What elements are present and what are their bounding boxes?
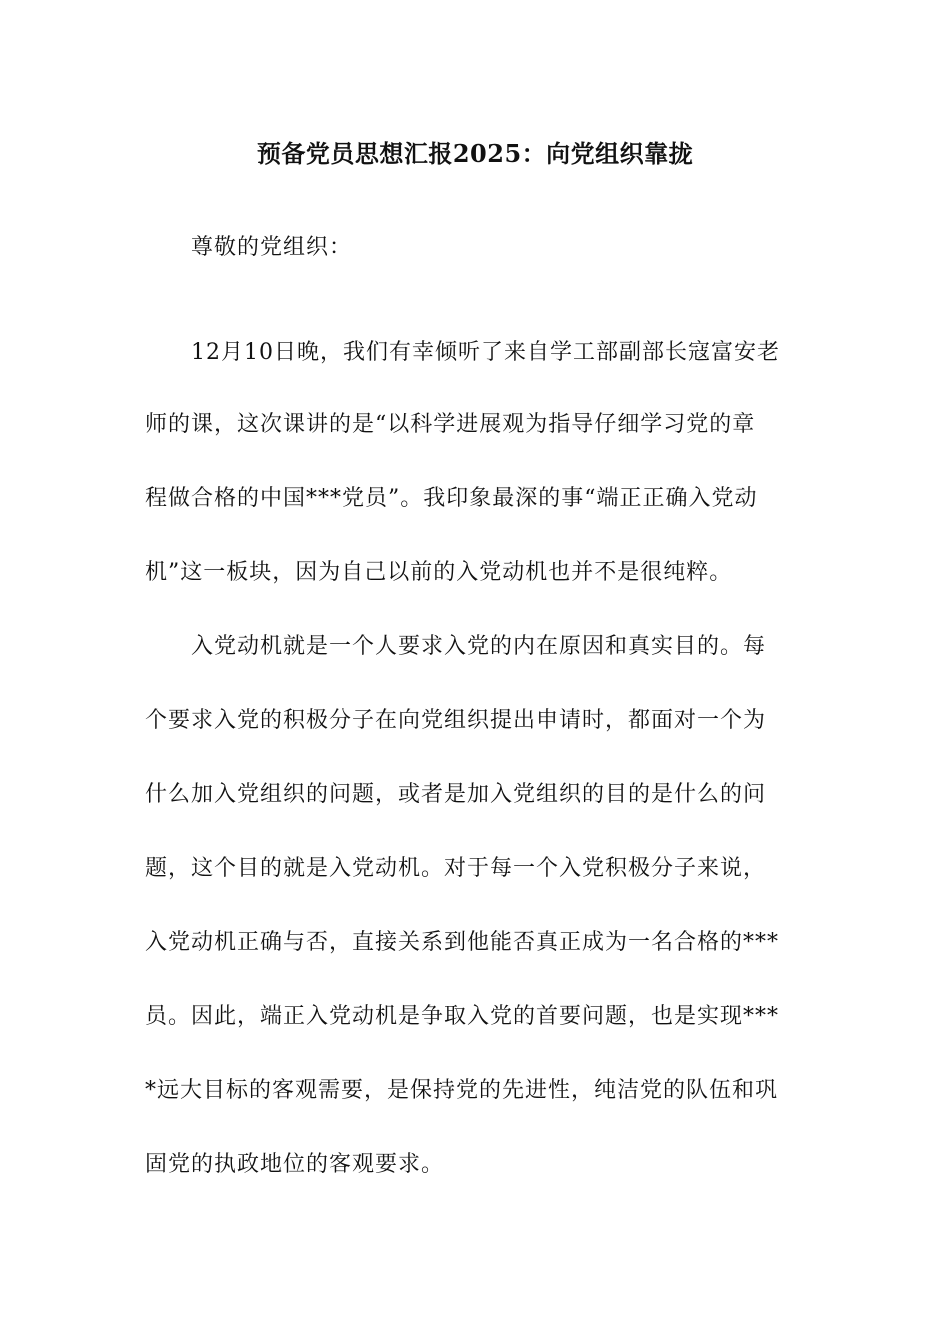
text-line: 入党动机正确与否，直接关系到他能否真正成为一名合格的*** <box>145 930 780 955</box>
text-line: 员。因此，端正入党动机是争取入党的首要问题，也是实现*** <box>145 1004 780 1029</box>
document-title: 预备党员思想汇报2025：向党组织靠拢 <box>256 139 694 168</box>
text-line: 个要求入党的积极分子在向党组织提出申请时，都面对一个为 <box>145 708 767 733</box>
text-line: *远大目标的客观需要，是保持党的先进性，纯洁党的队伍和巩 <box>145 1078 779 1103</box>
text-line: 机”这一板块，因为自己以前的入党动机也并不是很纯粹。 <box>145 560 733 585</box>
text-line: 尊敬的党组织： <box>145 235 353 260</box>
text-line: 程做合格的中国***党员”。我印象最深的事“端正正确入党动 <box>145 486 758 511</box>
text-line: 12月10日晚，我们有幸倾听了来自学工部副部长寇富安老 <box>145 340 780 365</box>
text-line: 题，这个目的就是入党动机。对于每一个入党积极分子来说， <box>145 856 767 881</box>
text-line: 固党的执政地位的客观要求。 <box>145 1152 445 1177</box>
text-line: 什么加入党组织的问题，或者是加入党组织的目的是什么的问 <box>145 782 767 807</box>
text-line: 入党动机就是一个人要求入党的内在原因和真实目的。每 <box>145 634 767 659</box>
text-line: 师的课，这次课讲的是“以科学进展观为指导仔细学习党的章 <box>145 412 756 437</box>
